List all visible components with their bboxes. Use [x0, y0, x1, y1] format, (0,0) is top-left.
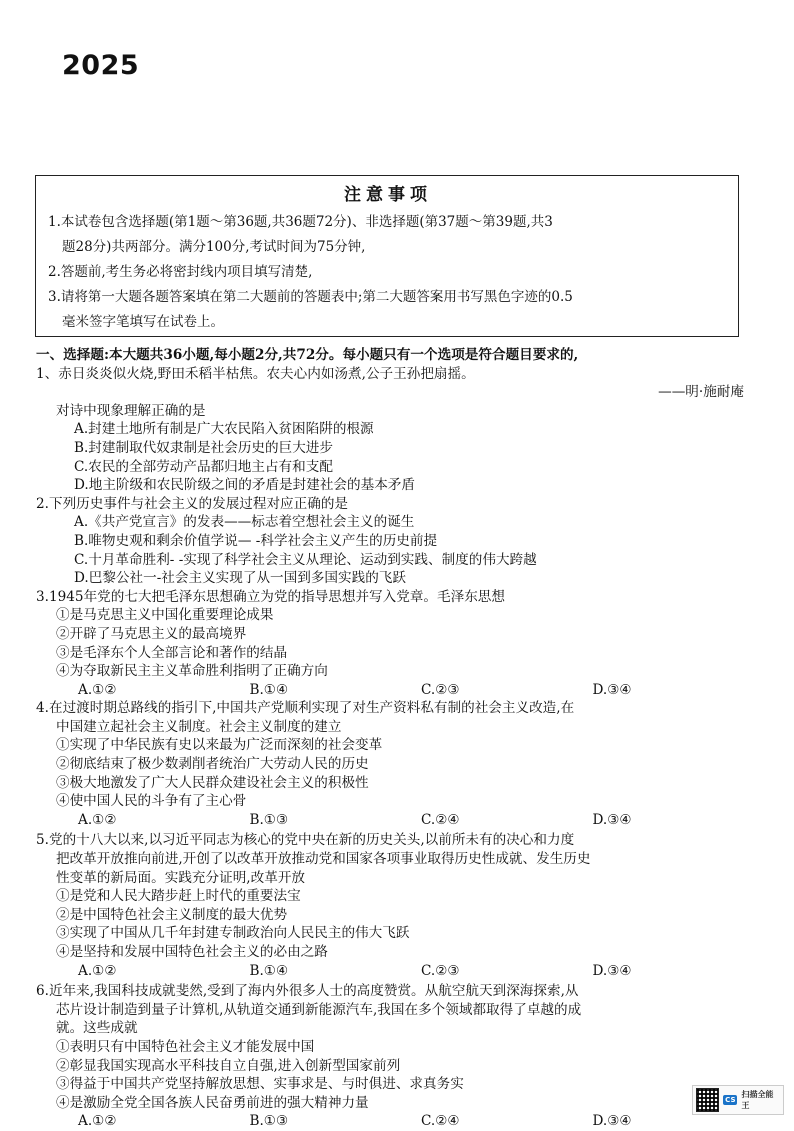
statement: ②是中国特色社会主义制度的最大优势 [56, 906, 288, 923]
question-stem: 2.下列历史事件与社会主义的发展过程对应正确的是 [36, 495, 349, 512]
qr-code-icon [696, 1088, 719, 1112]
question-stem: 6.近年来,我国科技成就斐然,受到了海内外很多人士的高度赞赏。从航空航天到深海探索,从 [36, 983, 579, 1000]
answer-choices [78, 811, 764, 830]
notice-item: 2.答题前,考生务必将密封线内项目填写清楚, [48, 264, 313, 280]
notice-item: 毫米签字笔填写在试卷上。 [62, 314, 224, 330]
statement: ④是坚持和发展中国特色社会主义的必由之路 [56, 944, 328, 960]
statement: ①是党和人民大踏步赶上时代的重要法宝 [56, 888, 301, 905]
question-1 [36, 365, 764, 495]
question-stem-cont: 把改革开放推向前进,开创了以改革开放推动党和国家各项事业取得历史性成就、发生历史 [56, 851, 591, 868]
question-stem: 1、赤日炎炎似火烧,野田禾稻半枯焦。农夫心内如汤煮,公子王孙把扇摇。 [36, 365, 475, 382]
notice-title: 注意事项 [344, 185, 432, 205]
choice-b: B.①③ [249, 1113, 289, 1130]
question-prompt: 对诗中现象理解正确的是 [56, 402, 206, 419]
question-stem: 5.党的十八大以来,以习近平同志为核心的党中央在新的历史关头,以前所未有的决心和力度 [36, 832, 575, 849]
poem-source: ——明·施耐庵 [658, 384, 744, 401]
notice-item: 1.本试卷包含选择题(第1题～第36题,共36题72分)、非选择题(第37题～第39题,共3 [48, 214, 553, 230]
question-3 [36, 588, 764, 700]
option: C.十月革命胜利- -实现了科学社会主义从理论、运动到实践、制度的伟大跨越 [74, 551, 537, 568]
question-stem: 4.在过渡时期总路线的指引下,中国共产党顺利实现了对生产资料私有制的社会主义改造,在 [36, 700, 575, 717]
choice-c: C.②④ [421, 1113, 460, 1130]
answer-choices [78, 681, 764, 700]
choice-d: D.③④ [592, 962, 632, 979]
scanner-app-name: 扫描全能王 [741, 1090, 774, 1110]
question-4 [36, 699, 764, 829]
option: A.《共产党宣言》的发表——标志着空想社会主义的诞生 [74, 514, 415, 531]
choice-a: A.①② [78, 811, 117, 828]
choice-c: C.②③ [421, 962, 460, 979]
choice-d: D.③④ [592, 681, 632, 698]
question-2 [36, 495, 764, 588]
statement: ③实现了中国从几千年封建专制政治向人民民主的伟大飞跃 [56, 925, 410, 942]
choice-b: B.①③ [249, 811, 289, 828]
exam-content [36, 346, 764, 1131]
scanner-logo-badge: CS [725, 1096, 736, 1104]
answer-choices [78, 962, 764, 981]
statement: ①是马克思主义中国化重要理论成果 [56, 607, 274, 624]
answer-choices [78, 1112, 764, 1131]
question-stem-cont: 中国建立起社会主义制度。社会主义制度的建立 [56, 718, 342, 735]
statement: ②开辟了马克思主义的最高境界 [56, 625, 247, 642]
notice-box [35, 175, 739, 337]
statement: ④使中国人民的斗争有了主心骨 [56, 793, 247, 810]
option: D.地主阶级和农民阶级之间的矛盾是封建社会的基本矛盾 [74, 477, 415, 494]
option: A.封建土地所有制是广大农民陷入贫困陷阱的根源 [74, 421, 374, 438]
statement: ②彰显我国实现高水平科技自立自强,进入创新型国家前列 [56, 1057, 401, 1074]
choice-c: C.②④ [421, 811, 460, 828]
choice-b: B.①④ [249, 681, 289, 698]
question-6 [36, 982, 764, 1131]
statement: ①实现了中华民族有史以来最为广泛而深刻的社会变革 [56, 737, 383, 754]
statement: ③是毛泽东个人全部言论和著作的结晶 [56, 644, 288, 661]
option: D.巴黎公社一-社会主义实现了从一国到多国实践的飞跃 [74, 570, 406, 587]
option: C.农民的全部劳动产品都归地主占有和支配 [74, 458, 333, 475]
year-heading: 2025 [62, 50, 140, 81]
scanner-watermark [692, 1085, 784, 1115]
statement: ④为夺取新民主主义革命胜利指明了正确方向 [56, 663, 328, 680]
question-stem-cont: 就。这些成就 [56, 1020, 138, 1037]
statement: ③得益于中国共产党坚持解放思想、实事求是、与时俱进、求真务实 [56, 1076, 464, 1093]
question-5 [36, 831, 764, 980]
statement: ②彻底结束了极少数剥削者统治广大劳动人民的历史 [56, 756, 369, 773]
choice-c: C.②③ [421, 681, 460, 698]
notice-item: 题28分)共两部分。满分100分,考试时间为75分钟, [62, 239, 366, 255]
choice-d: D.③④ [592, 1113, 632, 1130]
choice-b: B.①④ [249, 962, 289, 979]
option: B.唯物史观和剩余价值学说— -科学社会主义产生的历史前提 [74, 532, 438, 549]
choice-a: A.①② [78, 1113, 117, 1130]
section-heading: 一、选择题:本大题共36小题,每小题2分,共72分。每小题只有一个选项是符合题目要求的, [36, 347, 579, 363]
choice-d: D.③④ [592, 811, 632, 828]
question-stem: 3.1945年党的七大把毛泽东思想确立为党的指导思想并写入党章。毛泽东思想 [36, 588, 505, 605]
option: B.封建制取代奴隶制是社会历史的巨大进步 [74, 439, 333, 456]
notice-item: 3.请将第一大题各题答案填在第二大题前的答题表中;第二大题答案用书写黑色字迹的0.5 [48, 289, 573, 305]
question-stem-cont: 芯片设计制造到量子计算机,从轨道交通到新能源汽车,我国在多个领域都取得了卓越的成 [56, 1001, 582, 1018]
question-stem-cont: 性变革的新局面。实践充分证明,改革开放 [56, 869, 306, 886]
choice-a: A.①② [78, 962, 117, 979]
choice-a: A.①② [78, 681, 117, 698]
statement: ④是激励全党全国各族人民奋勇前进的强大精神力量 [56, 1094, 369, 1111]
statement: ①表明只有中国特色社会主义才能发展中国 [56, 1038, 315, 1055]
statement: ③极大地激发了广大人民群众建设社会主义的积极性 [56, 774, 369, 791]
